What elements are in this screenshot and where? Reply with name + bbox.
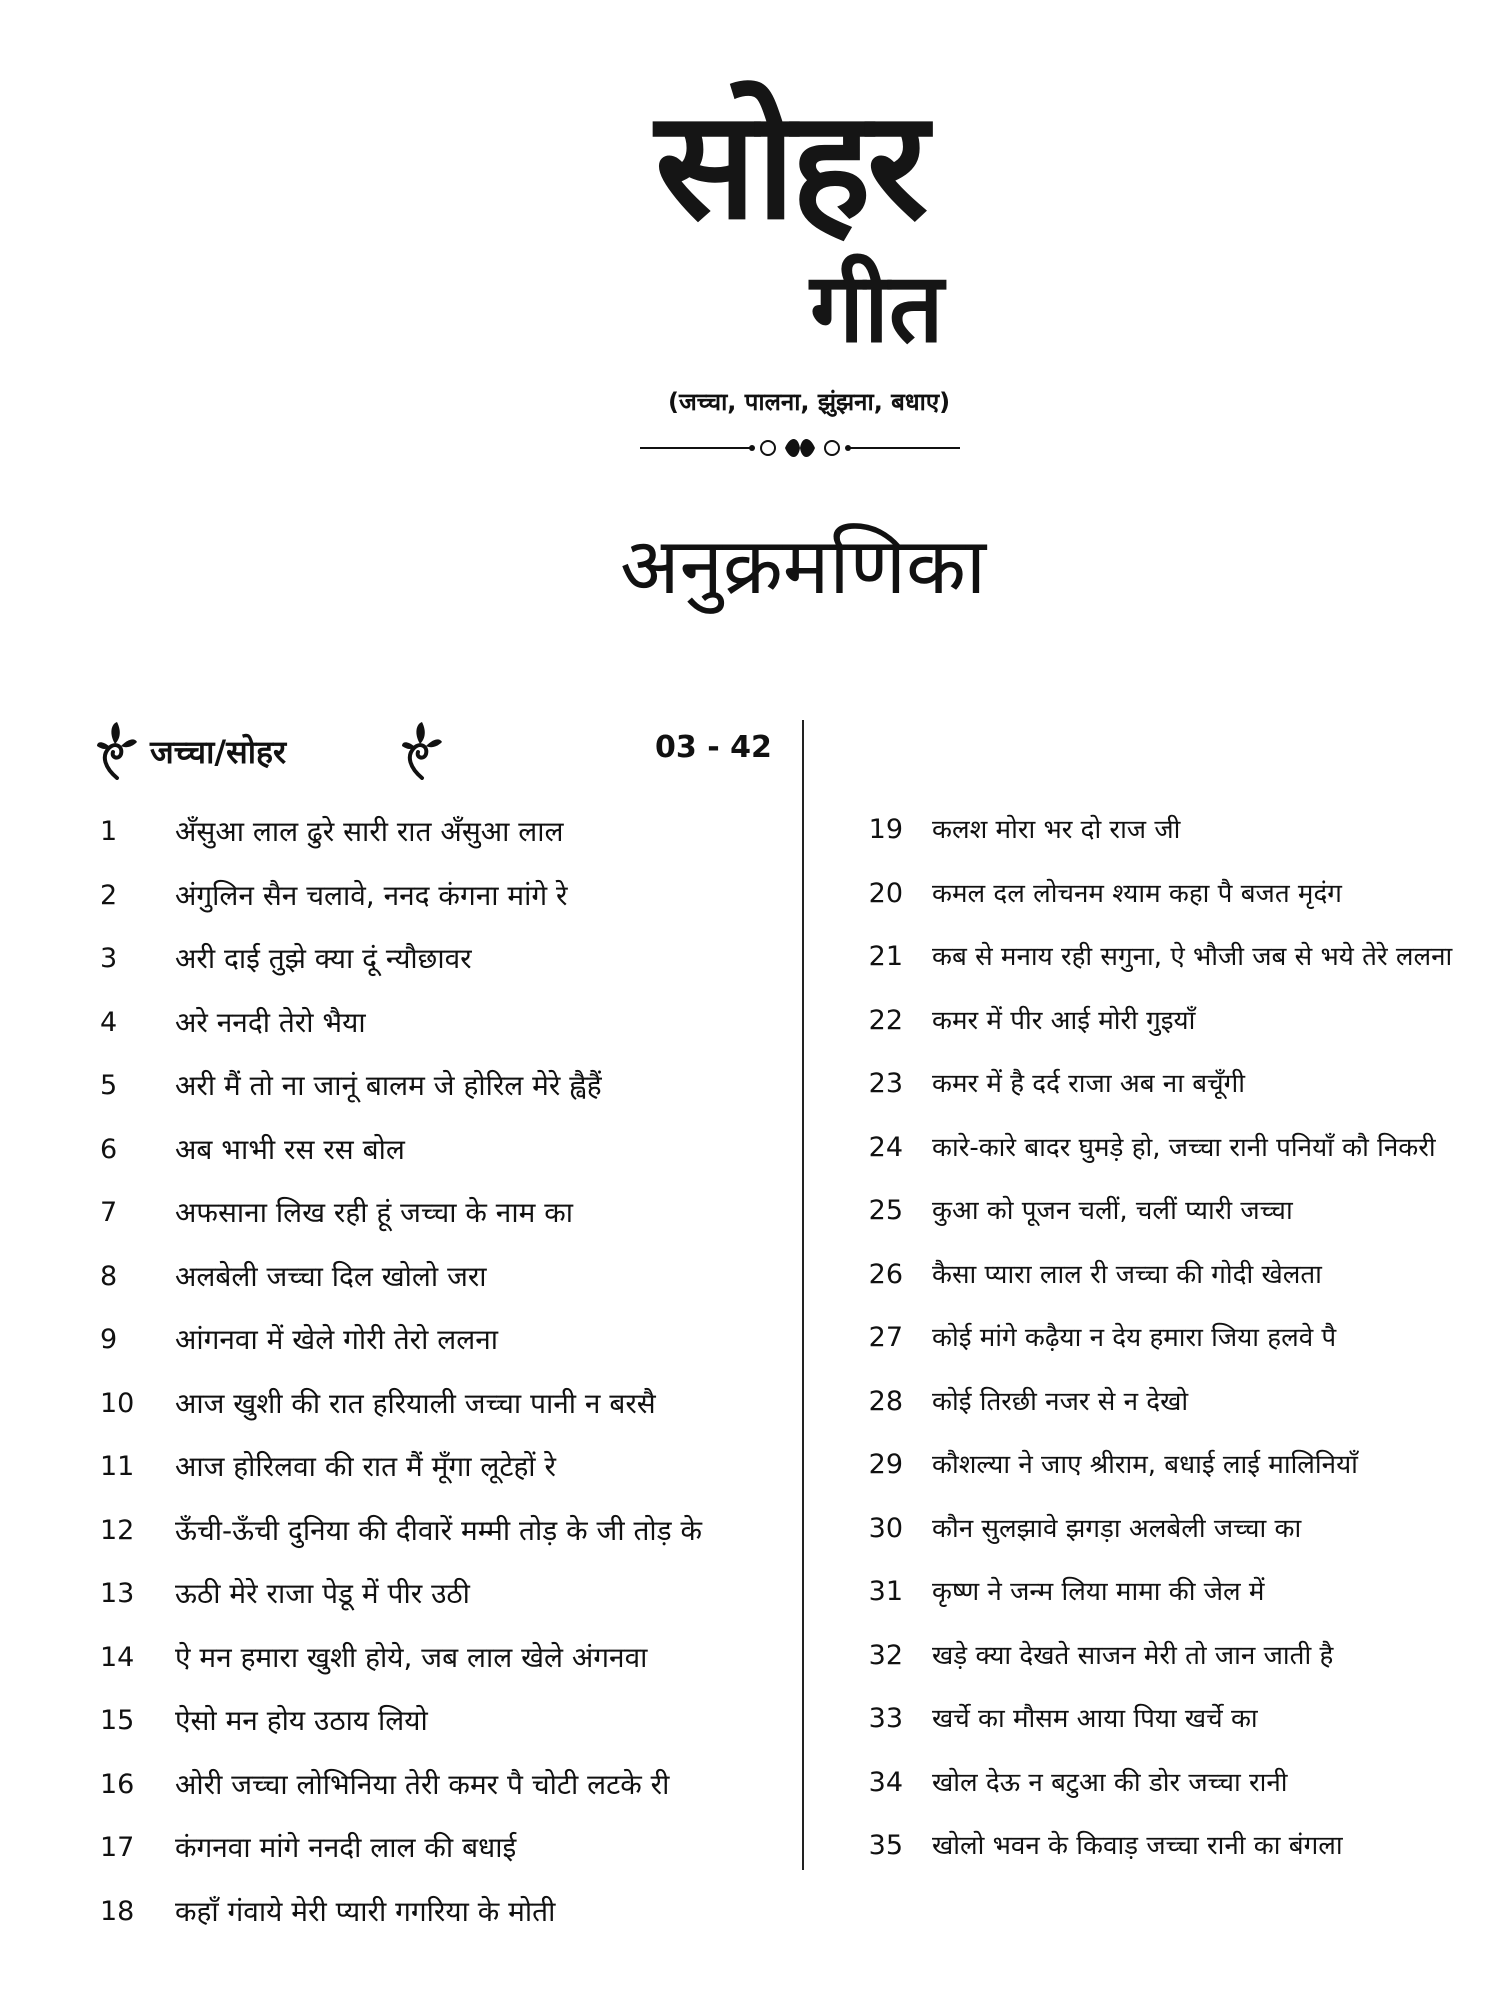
toc-entry[interactable] <box>855 1382 1495 1446</box>
toc-entry[interactable] <box>100 1066 800 1130</box>
toc-entry[interactable] <box>855 1128 1495 1192</box>
toc-entry-title: अरी दाई तुझे क्या दूं न्यौछावर <box>175 942 472 975</box>
toc-entry-title: आज होरिलवा की रात मैं मूँगा लूटेहों रे <box>175 1450 556 1483</box>
toc-entry-number: 35 <box>868 1830 903 1861</box>
toc-entry-title: अफसाना लिख रही हूं जच्चा के नाम का <box>175 1196 573 1229</box>
toc-entry[interactable] <box>100 1701 800 1765</box>
toc-entry-title: कौशल्या ने जाए श्रीराम, बधाई लाई मालिनियाँ <box>932 1450 1358 1480</box>
toc-entry[interactable] <box>855 1318 1495 1382</box>
toc-entry-title: ऊठी मेरे राजा पेडू में पीर उठी <box>175 1577 470 1610</box>
toc-entry-number: 34 <box>868 1766 903 1798</box>
toc-entry[interactable] <box>855 1826 1495 1890</box>
toc-entry[interactable] <box>855 1509 1495 1573</box>
toc-entry-number: 13 <box>100 1578 135 1609</box>
toc-entry-title: कमर में पीर आई मोरी गुइयाँ <box>932 1005 1196 1036</box>
toc-entry[interactable] <box>100 1447 800 1511</box>
toc-entry-title: ओरी जच्चा लोभिनिया तेरी कमर पै चोटी लटके री <box>175 1767 670 1801</box>
toc-entry[interactable] <box>100 1193 800 1257</box>
toc-entry-title: कोई तिरछी नजर से न देखो <box>932 1386 1189 1417</box>
toc-entry-title: कमर में है दर्द राजा अब ना बचूँगी <box>932 1069 1245 1099</box>
toc-entry[interactable] <box>855 1064 1495 1128</box>
toc-entry-number: 28 <box>868 1385 903 1417</box>
toc-entry-number: 27 <box>868 1322 903 1353</box>
toc-entry-number: 6 <box>100 1133 118 1165</box>
toc-entry-title: अब भाभी रस रस बोल <box>175 1132 405 1166</box>
column-divider <box>802 720 804 1870</box>
toc-entry[interactable] <box>100 1828 800 1892</box>
toc-entry[interactable] <box>855 1763 1495 1827</box>
toc-entry-number: 11 <box>100 1451 135 1482</box>
toc-entry-number: 8 <box>100 1260 118 1292</box>
toc-entry-number: 20 <box>868 877 903 909</box>
toc-entry-number: 4 <box>100 1006 118 1038</box>
toc-entry-number: 15 <box>100 1705 135 1736</box>
section-page-range: 03 - 42 <box>655 730 772 765</box>
toc-entry-title: आज खुशी की रात हरियाली जच्चा पानी न बरसै <box>175 1386 656 1420</box>
toc-entry[interactable] <box>855 1636 1495 1700</box>
toc-entry-number: 24 <box>868 1131 903 1163</box>
section-header <box>95 720 775 780</box>
toc-entry[interactable] <box>855 1001 1495 1065</box>
toc-entry-number: 32 <box>868 1639 903 1671</box>
toc-entry[interactable] <box>100 939 800 1003</box>
toc-entry-number: 12 <box>100 1514 135 1546</box>
toc-entry[interactable] <box>100 1257 800 1321</box>
toc-entry-number: 9 <box>100 1324 118 1355</box>
toc-entry-number: 25 <box>868 1195 903 1226</box>
toc-entry-number: 1 <box>100 816 118 847</box>
toc-entry[interactable] <box>855 874 1495 938</box>
toc-entry-title: खोलो भवन के किवाड़ जच्चा रानी का बंगला <box>932 1831 1343 1861</box>
toc-entry[interactable] <box>855 1699 1495 1763</box>
toc-entry-number: 14 <box>100 1641 135 1673</box>
toc-entry-number: 21 <box>868 941 903 972</box>
toc-entry-title: कारे-कारे बादर घुमड़े हो, जच्चा रानी पनियाँ कौ निकरी <box>932 1132 1436 1163</box>
toc-entry-number: 29 <box>868 1449 903 1480</box>
toc-entry-title: अलबेली जच्चा दिल खोलो जरा <box>175 1259 487 1293</box>
toc-entry-title: कुआ को पूजन चलीं, चलीं प्यारी जच्चा <box>932 1196 1293 1226</box>
toc-entry-title: कोई मांगे कढ़ैया न देय हमारा जिया हलवे पै <box>932 1323 1337 1353</box>
toc-entry-number: 23 <box>868 1068 903 1099</box>
toc-entry-number: 18 <box>100 1895 135 1927</box>
toc-entry-number: 26 <box>868 1258 903 1290</box>
toc-entry-title: कहाँ गंवाये मेरी प्यारी गगरिया के मोती <box>175 1894 556 1928</box>
toc-entry[interactable] <box>100 1511 800 1575</box>
section-title: जच्चा/सोहर <box>150 733 287 771</box>
toc-entry[interactable] <box>855 1255 1495 1319</box>
toc-column-right <box>855 810 1495 1890</box>
toc-entry-title: कंगनवा मांगे ननदी लाल की बधाई <box>175 1831 517 1864</box>
book-title-main: सोहर <box>655 77 925 253</box>
toc-entry-title: खोल देऊ न बटुआ की डोर जच्चा रानी <box>932 1767 1288 1798</box>
book-title <box>620 77 980 380</box>
toc-entry[interactable] <box>100 876 800 940</box>
toc-entry[interactable] <box>100 1130 800 1194</box>
toc-entry-number: 5 <box>100 1070 118 1101</box>
toc-entry-title: ऊँची-ऊँची दुनिया की दीवारें मम्मी तोड़ के जी तोड़ के <box>175 1513 703 1547</box>
toc-entry-number: 10 <box>100 1387 135 1419</box>
toc-entry[interactable] <box>100 1574 800 1638</box>
floral-ornament-icon <box>95 720 139 780</box>
toc-entry-title: कमल दल लोचनम श्याम कहा पै बजत मृदंग <box>932 878 1342 909</box>
toc-entry[interactable] <box>100 1320 800 1384</box>
toc-entry-title: कृष्ण ने जन्म लिया मामा की जेल में <box>932 1577 1265 1607</box>
ornamental-divider <box>640 428 960 468</box>
index-heading: अनुक्रमणिका <box>620 522 987 612</box>
toc-entry[interactable] <box>100 1003 800 1067</box>
toc-entry-title: ऐसो मन होय उठाय लियो <box>175 1704 428 1737</box>
toc-column-left <box>100 812 800 1955</box>
toc-entry-title: कैसा प्यारा लाल री जच्चा की गोदी खेलता <box>932 1259 1322 1290</box>
toc-entry-title: अरी मैं तो ना जानूं बालम जे होरिल मेरे ह्वैहैं <box>175 1069 602 1102</box>
toc-entry[interactable] <box>100 1892 800 1956</box>
book-tagline: (जच्चा, पालना, झुंझना, बधाए) <box>668 388 951 416</box>
toc-entry[interactable] <box>855 810 1495 874</box>
toc-entry-title: ऐ मन हमारा खुशी होये, जब लाल खेले अंगनवा <box>175 1640 648 1674</box>
toc-entry-title: अँसुआ लाल ढुरे सारी रात अँसुआ लाल <box>175 815 564 848</box>
toc-entry[interactable] <box>855 1445 1495 1509</box>
floral-ornament-icon <box>400 720 444 780</box>
toc-entry[interactable] <box>855 937 1495 1001</box>
toc-entry-number: 2 <box>100 879 118 911</box>
toc-entry[interactable] <box>855 1191 1495 1255</box>
book-title-sub: गीत <box>810 251 944 364</box>
toc-entry-number: 3 <box>100 943 118 974</box>
toc-entry-number: 16 <box>100 1768 135 1800</box>
toc-entry[interactable] <box>855 1572 1495 1636</box>
toc-entry-title: कब से मनाय रही सगुना, ऐ भौजी जब से भये तेरे ललना <box>932 942 1453 972</box>
toc-entry-title: कौन सुलझावे झगड़ा अलबेली जच्चा का <box>932 1513 1302 1544</box>
toc-entry[interactable] <box>100 1765 800 1829</box>
toc-entry-number: 17 <box>100 1832 135 1863</box>
toc-entry-title: कलश मोरा भर दो राज जी <box>932 815 1181 845</box>
toc-entry-number: 33 <box>868 1703 903 1734</box>
toc-entry[interactable] <box>100 1638 800 1702</box>
toc-entry-title: खड़े क्या देखते साजन मेरी तो जान जाती है <box>932 1640 1334 1671</box>
toc-entry-number: 19 <box>868 814 903 845</box>
toc-entry-number: 31 <box>868 1576 903 1607</box>
toc-entry-title: खर्चे का मौसम आया पिया खर्चे का <box>932 1704 1258 1734</box>
toc-entry-number: 30 <box>868 1512 903 1544</box>
toc-entry-title: अंगुलिन सैन चलावे, ननद कंगना मांगे रे <box>175 878 568 912</box>
toc-entry-title: आंगनवा में खेले गोरी तेरो ललना <box>175 1323 499 1356</box>
toc-entry-title: अरे ननदी तेरो भैया <box>175 1005 366 1039</box>
toc-entry[interactable] <box>100 1384 800 1448</box>
toc-entry-number: 22 <box>868 1004 903 1036</box>
toc-entry-number: 7 <box>100 1197 118 1228</box>
toc-entry[interactable] <box>100 812 800 876</box>
